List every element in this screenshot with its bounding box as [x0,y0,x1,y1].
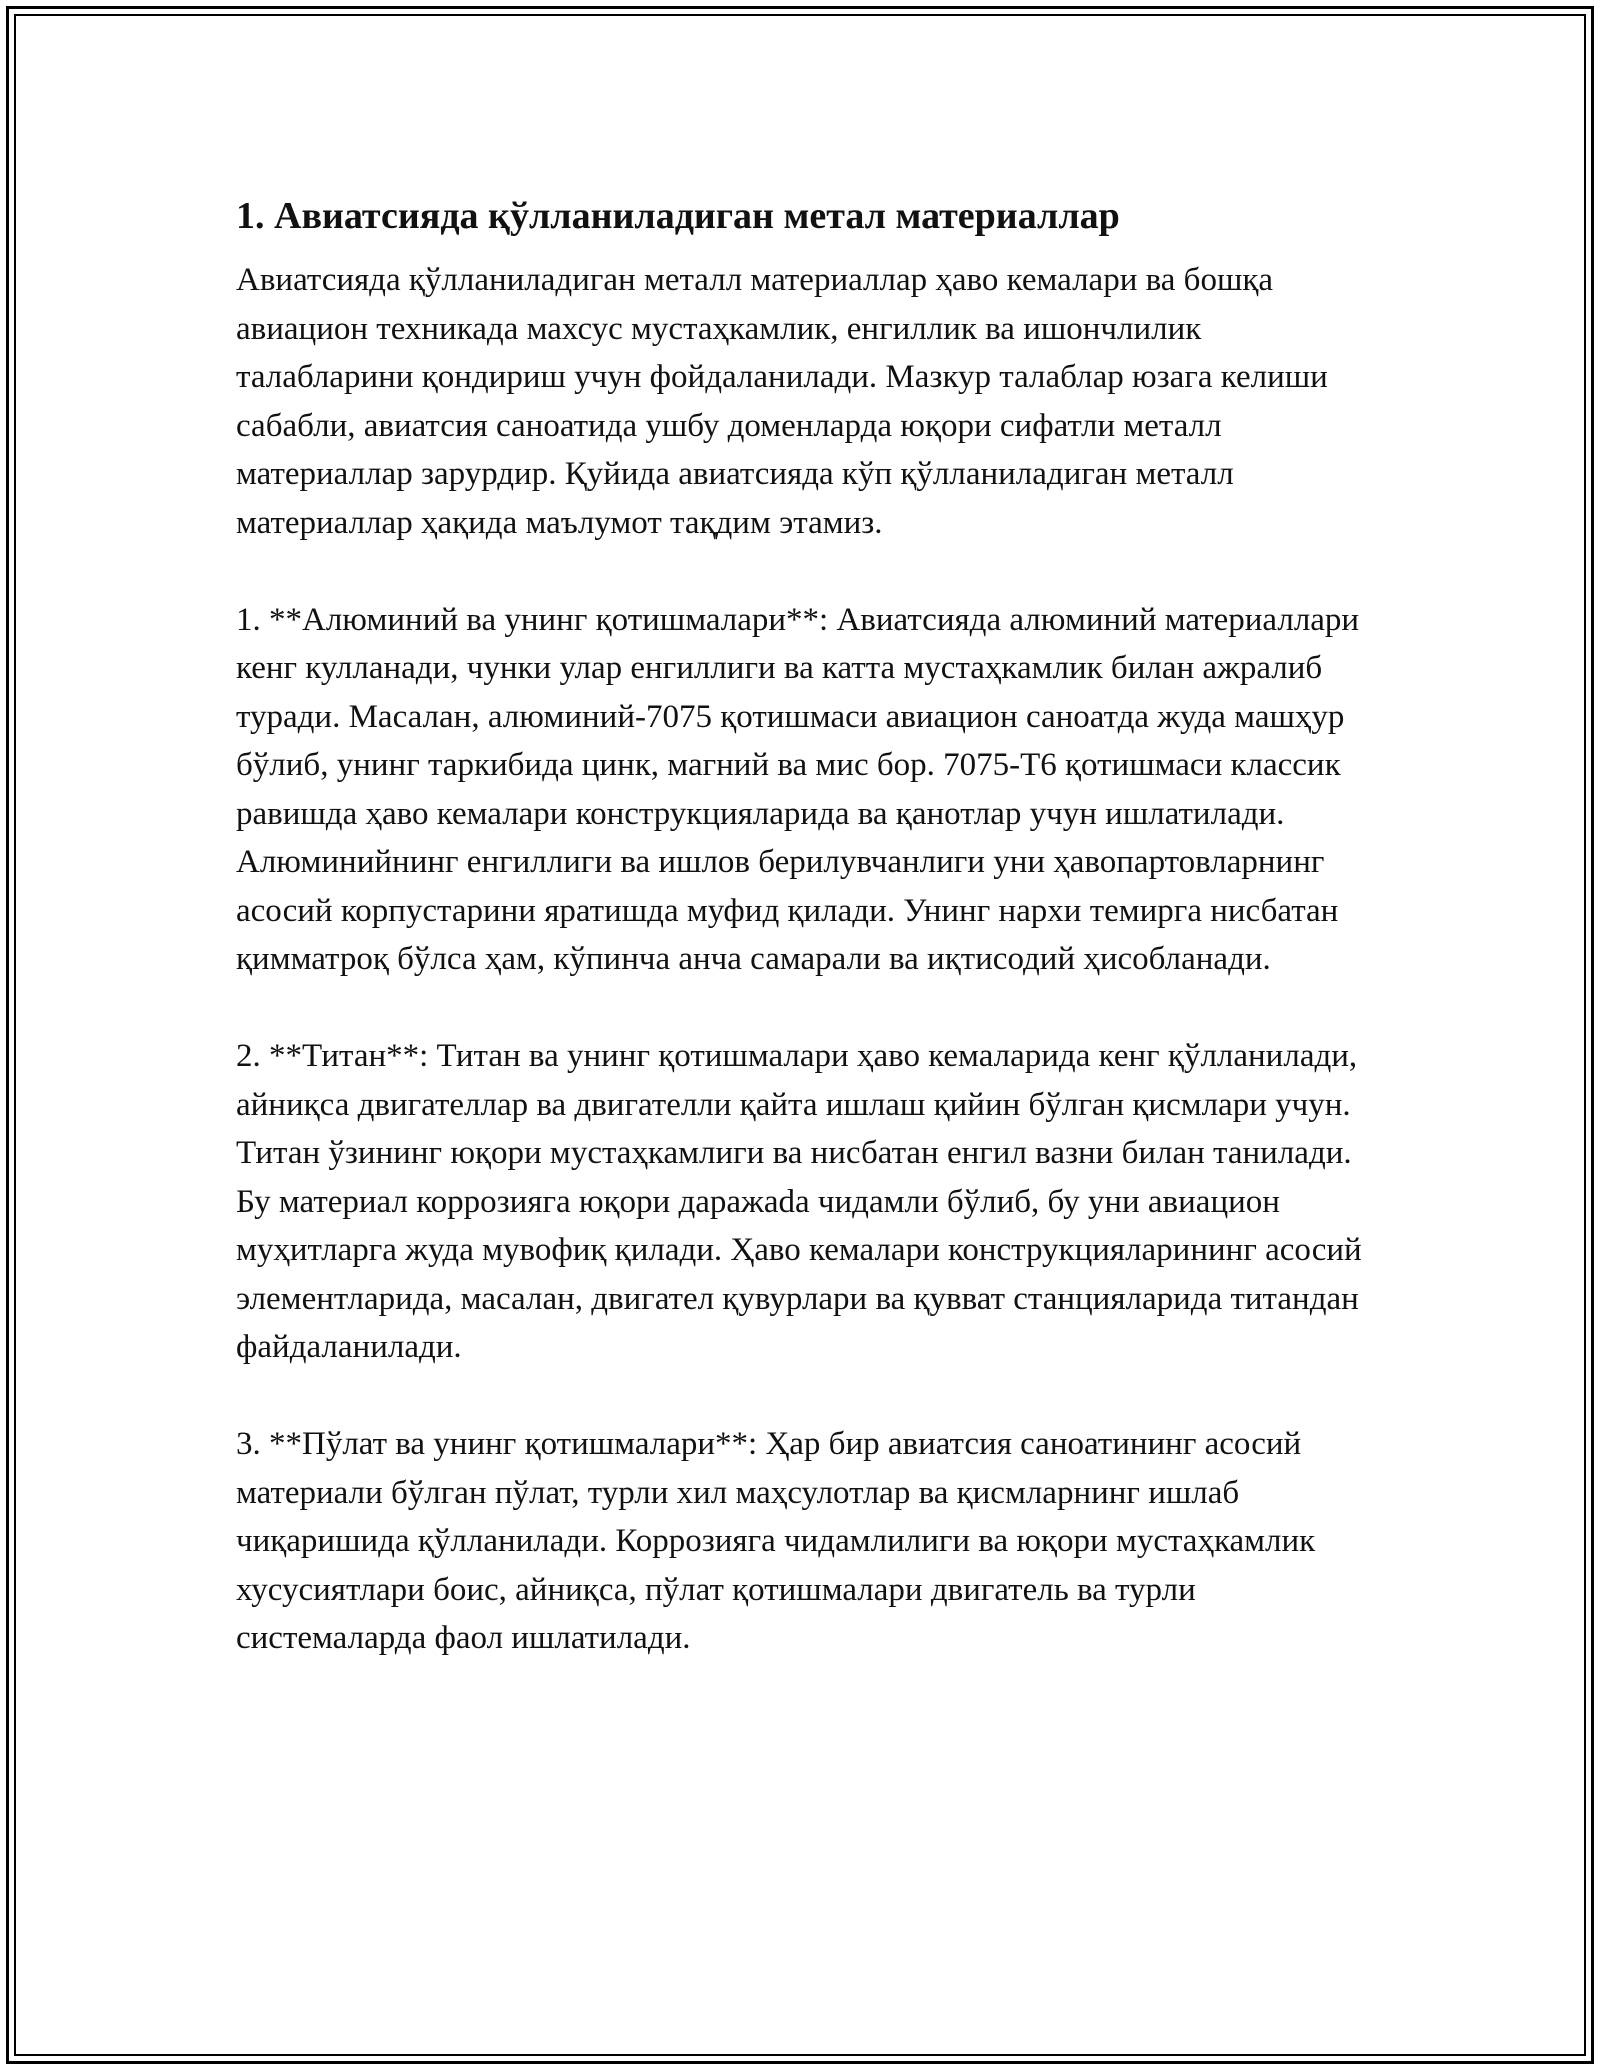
aluminium-paragraph: 1. **Алюминий ва унинг қотишмалари**: Авиатсияда алюминий материаллари кенг кулланади, чунки улар енгиллиги ва катта мустаҳкамлик билан ажралиб туради. Масалан, алюминий-7075 қотишмаси авиацион саноатда жуда машҳур бўлиб, унинг таркибида цинк, магний ва мис бор. 7075-T6 қотишмаси классик равишда ҳаво кемалари конструкцияларида ва қанотлар учун ишлатилади. Алюминийнинг енгиллиги ва ишлов берилувчанлиги уни ҳавопартовларнинг асосий корпустарини яратишда муфид қилади. Унинг нархи темирга нисбатан қимматроқ бўлса ҳам, кўпинча анча самарали ва иқтисодий ҳисобланади. [236,601,1360,977]
steel-paragraph: 3. **Пўлат ва унинг қотишмалари**: Ҳар бир авиатсия саноатининг асосий материали бўлган пўлат, турли хил маҳсулотлар ва қисмларнинг ишлаб чиқаришида қўлланилади. Коррозияга чидамлилиги ва юқори мустаҳкамлик хусусиятлари боис, айниқса, пўлат қотишмалари двигатель ва турли системаларда фаол ишлатилади. [236,1426,1316,1656]
intro-paragraph: Авиатсияда қўлланиладиган металл материаллар ҳаво кемалари ва бошқа авиацион техникада махсус мустаҳкамлик, енгиллик ва ишончлилик талабларини қондириш учун фойдаланилади. Мазкур талаблар юзага келиши сабабли, авиатсия саноатида ушбу доменларда юқори сифатли металл материаллар зарурдир. Қуйида авиатсияда кўп қўлланиладиган металл материаллар ҳақида маълумот тақдим этамиз. [236,262,1328,541]
document-body [236,190,1386,1711]
document-title: 1. Авиатсияда қўлланиладиган метал материаллар [236,195,1120,237]
titanium-paragraph: 2. **Титан**: Титан ва унинг қотишмалари ҳаво кемаларида кенг қўлланилади, айниқса двигателлар ва двигателли қайта ишлаш қийин бўлган қисмлари учун. Титан ўзининг юқори мустаҳкамлиги ва нисбатан енгил вазни билан танилади. Бу материал коррозияга юқори даражada чидамли бўлиб, бу уни авиацион муҳитларга жуда мувофиқ қилади. Ҳаво кемалари конструкцияларининг асосий элементларида, масалан, двигател қувурлари ва қувват станцияларида титандан файдаланилади. [236,1038,1362,1365]
